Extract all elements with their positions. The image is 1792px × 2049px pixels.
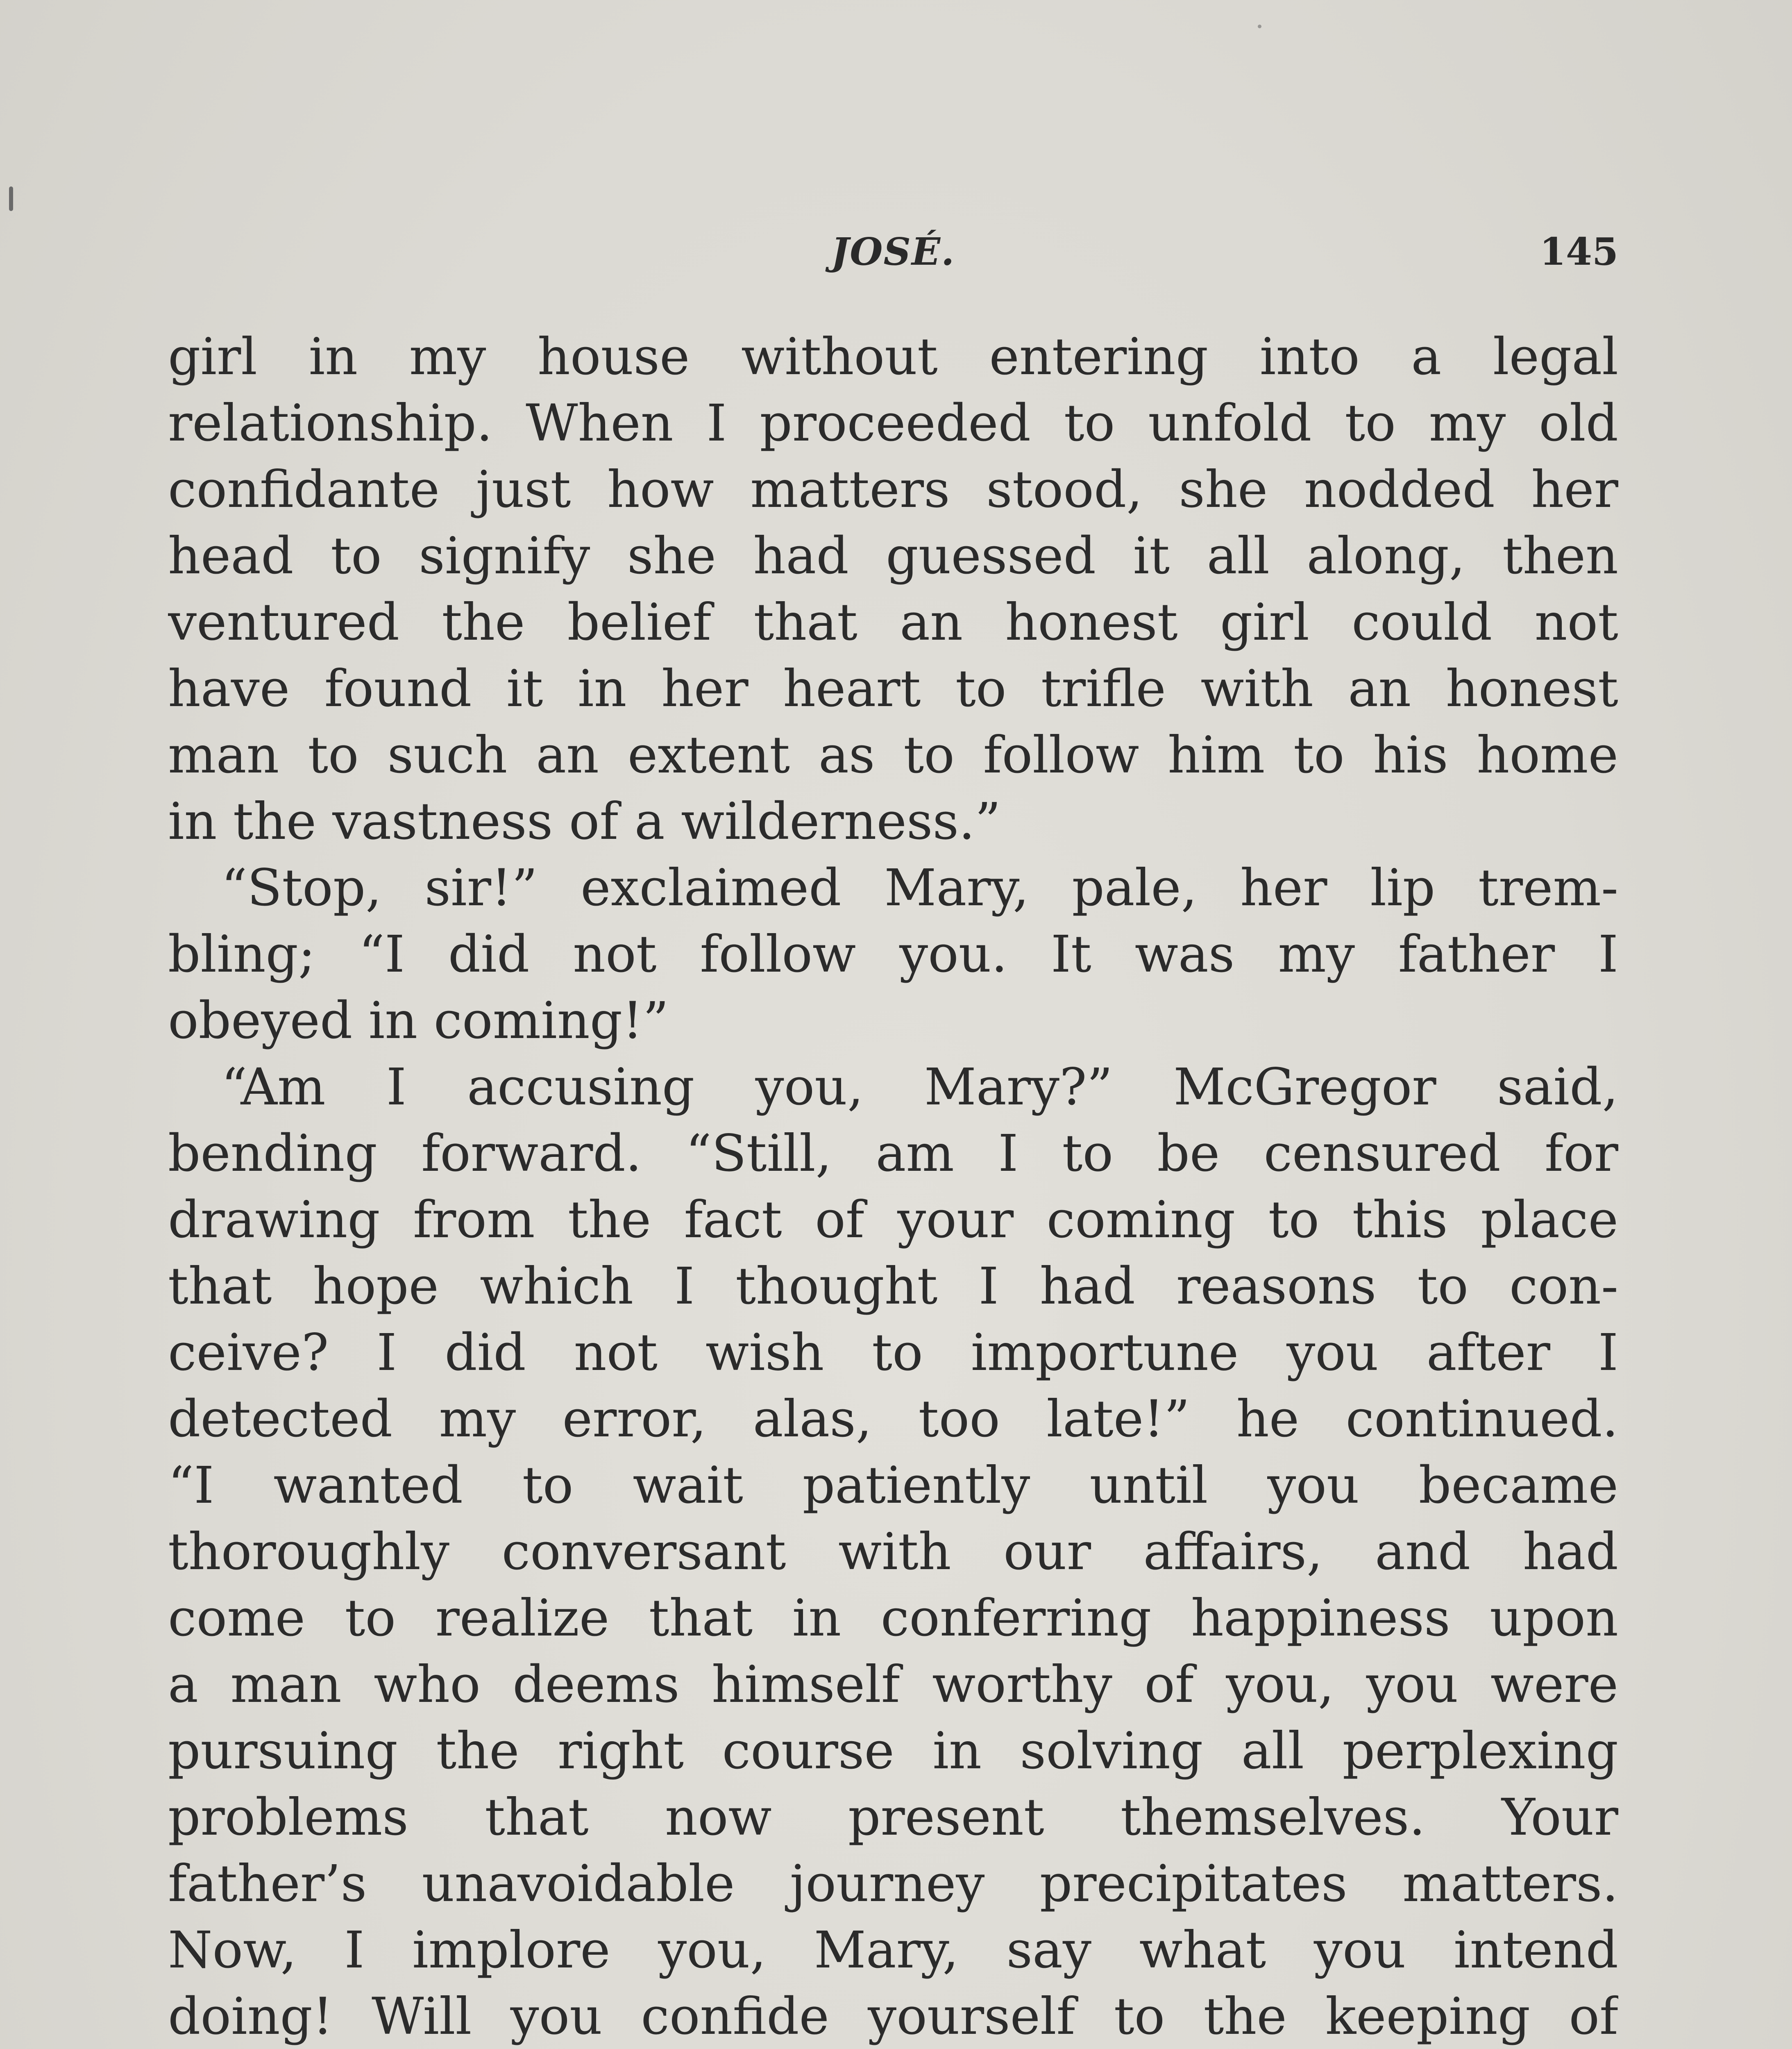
text-line: father’s unavoidable journey precipitates matters. [168,1854,1618,1913]
text-line: head to signify she had guessed it all along, then [168,527,1618,586]
text-line: drawing from the fact of your coming to this place [168,1190,1618,1249]
paper-speck [9,186,13,211]
text-line: in the vastness of a wilderness.” [168,792,1001,851]
text-line: “Stop, sir!” exclaimed Mary, pale, her lip trem- [221,859,1618,918]
text-line: ceive? I did not wish to importune you after I [168,1323,1618,1382]
text-line: ventured the belief that an honest girl could not [168,593,1618,652]
text-line: obeyed in coming!” [168,991,669,1050]
text-line: that hope which I thought I had reasons to con- [168,1257,1618,1316]
running-title: JOSÉ. [831,229,955,274]
text-line: problems that now present themselves. Your [168,1788,1618,1847]
text-line: come to realize that in conferring happiness upon [168,1589,1618,1648]
text-line: have found it in her heart to trifle with an honest [168,659,1618,718]
text-line: confidante just how matters stood, she nodded her [168,460,1618,519]
text-line: pursuing the right course in solving all perplexing [168,1722,1618,1781]
text-line: thoroughly conversant with our affairs, and had [168,1522,1618,1581]
body-text [168,324,1618,2049]
text-line: “Am I accusing you, Mary?” McGregor said, [221,1058,1618,1117]
text-line: doing! Will you confide yourself to the keeping of [168,1987,1618,2046]
page-number: 145 [1539,229,1618,274]
text-line: bling; “I did not follow you. It was my father I [168,925,1618,984]
text-line: relationship. When I proceeded to unfold to my old [168,394,1618,453]
text-line: Now, I implore you, Mary, say what you intend [168,1921,1618,1980]
text-line: girl in my house without entering into a legal [168,327,1618,386]
text-line: detected my error, alas, too late!” he continued. [168,1390,1618,1449]
paper-speck [1258,25,1261,28]
text-line: man to such an extent as to follow him to his home [168,726,1618,785]
text-line: bending forward. “Still, am I to be censured for [168,1124,1618,1183]
text-line: a man who deems himself worthy of you, you were [168,1655,1618,1714]
text-line: “I wanted to wait patiently until you became [168,1456,1618,1515]
running-head [168,229,1618,291]
